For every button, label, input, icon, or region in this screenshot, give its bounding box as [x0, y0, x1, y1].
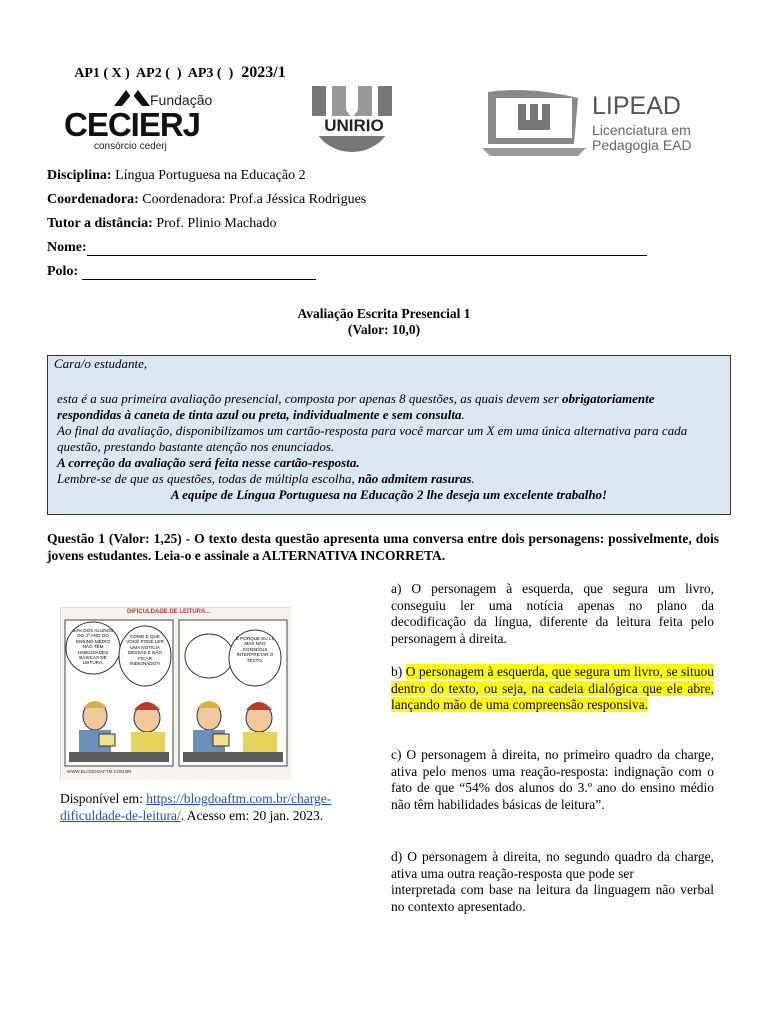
polo-label: Polo: — [47, 264, 79, 279]
alternative-b-highlighted-text: O personagem à esquerda, que segura um livro, se situou dentro do texto, ou seja, na cadeia dialógica que ele abre, lançando mão de uma compreensão responsiva. — [391, 664, 714, 712]
alternative-b — [391, 664, 714, 714]
title-line2: (Valor: 10,0) — [347, 322, 421, 337]
lipead-logo — [478, 88, 718, 158]
alternative-b-prefix: b) — [391, 664, 406, 679]
cartoon-bubble-2: COMO É QUE VOCÊ PODE LER UMA NOTÍCIA DESSAS E NÃO FICAR INDIGNADO?! — [126, 634, 164, 667]
nome-field — [47, 240, 647, 256]
nome-blank-line[interactable] — [87, 242, 647, 256]
caption-suffix: . Acesso em: 20 jan. 2023. — [180, 808, 324, 823]
coordenadora-label: Coordenadora: — [47, 192, 139, 207]
instructions-p2: Ao final da avaliação, disponibilizamos um cartão-resposta para você marcar um X em uma única alternativa para cada questão, prestando bastante atenção nos enunciados. — [57, 423, 688, 454]
p1-bold: obrigatoriamente respondidas à caneta de tinta azul ou preta, individualmente e sem consulta — [57, 391, 655, 422]
p4-start: Lembre-se de que as questões, todas de múltipla escolha, — [57, 471, 358, 486]
cecierj-consorcio-text: consórcio cederj — [94, 141, 167, 152]
coordenadora-value: Coordenadora: Prof.a Jéssica Rodrigues — [138, 192, 367, 207]
disciplina-value: Língua Portuguesa na Educação 2 — [111, 168, 306, 183]
alternative-d-line2: interpretada com base na leitura da linguagem não verbal no contexto apresentado. — [391, 882, 714, 914]
cartoon-bubble-3: É PORQUE EU LI, MAS NÃO CONSEGUI INTERPRETAR O TEXTO. — [235, 636, 275, 663]
cartoon-title: DIFICULDADE DE LEITURA... — [127, 609, 211, 615]
cartoon-credit: WWW.BLOGDOAFTM.COM.BR — [67, 769, 132, 774]
cecierj-name-text: CECIERJ — [64, 106, 201, 143]
instructions-closing: A equipe de Língua Portuguesa na Educação 2 lhe deseja um excelente trabalho! — [170, 487, 608, 502]
alternative-d — [391, 849, 714, 915]
exam-header — [68, 48, 286, 82]
exam-options: AP1 ( X ) AP2 ( ) AP3 ( ) — [74, 66, 234, 81]
alternative-d-line1: d) O personagem à direita, no segundo quadro da charge, ativa uma outra reação-resposta que pode ser — [391, 849, 714, 881]
p4-end: . — [471, 471, 475, 486]
instructions-p1 — [57, 391, 721, 423]
lipead-line1: Licenciatura em — [592, 122, 691, 138]
alternative-c: c) O personagem à direita, no primeiro quadro da charge, ativa pelo menos uma reação-resposta: indignação com o fato de que “54% dos alunos do 3.º ano do ensino médio não têm habilidades básicas de leitura”. — [391, 747, 714, 812]
unirio-logo — [308, 82, 396, 156]
tutor-value: Prof. Plinio Machado — [152, 216, 277, 231]
cartoon-image — [60, 607, 290, 779]
polo-field — [47, 264, 316, 280]
disciplina-field — [47, 168, 306, 184]
cartoon-bubble-1: 54% DOS ALUNOS DO 3º ANO DO ENSINO MÉDIO NÃO TÊM HABILIDADES BÁSICAS DE LEITURA. — [72, 628, 114, 666]
caption-prefix: Disponível em: — [60, 791, 147, 806]
p3-bold: A correção da avaliação será feita nesse cartão-resposta. — [57, 455, 360, 470]
unirio-text: UNIRIO — [324, 116, 384, 135]
p4-bold: não admitem rasuras — [358, 471, 472, 486]
cecierj-mark-icon — [112, 88, 152, 108]
cecierj-fundacao-text: Fundação — [150, 92, 213, 108]
lipead-computer-icon — [478, 88, 590, 158]
nome-label: Nome: — [47, 240, 87, 255]
tutor-label: Tutor a distância: — [47, 216, 153, 231]
alternative-a: a) O personagem à esquerda, que segura um livro, conseguiu ler uma notícia apenas no plano da decodificação da língua, diferente da leitura feita pelo personagem à direita. — [391, 581, 714, 646]
tutor-field — [47, 216, 276, 232]
exam-year: 2023/1 — [241, 64, 286, 81]
instructions-p3 — [57, 455, 721, 471]
lipead-subtitle — [592, 123, 692, 153]
instructions-box — [47, 355, 731, 515]
cecierj-logo — [64, 88, 214, 156]
p1-start: esta é a sua primeira avaliação presencial, composta por apenas 8 questões, as quais devem ser — [57, 391, 563, 406]
polo-blank-line[interactable] — [82, 266, 316, 280]
cartoon-source-caption — [60, 790, 380, 824]
title-line1: Avaliação Escrita Presencial 1 — [297, 306, 471, 321]
instructions-spacer — [57, 372, 721, 391]
instructions-greeting: Cara/o estudante, — [54, 356, 148, 371]
question-1-statement: Questão 1 (Valor: 1,25) - O texto desta questão apresenta uma conversa entre dois personagens: possivelmente, dois jovens estudantes. Leia-o e assinale a ALTERNATIVA INCORRETA. — [47, 531, 719, 563]
p1-end: . — [461, 407, 465, 422]
lipead-line2: Pedagogia EAD — [592, 137, 692, 153]
evaluation-title — [0, 306, 768, 338]
disciplina-label: Disciplina: — [47, 168, 112, 183]
source-link[interactable]: https://blogdoaftm.com.br/charge-dificuldade-de-leitura/ — [60, 791, 332, 823]
instructions-p4 — [57, 471, 721, 487]
lipead-name-text: LIPEAD — [592, 92, 681, 120]
coordenadora-field — [47, 192, 366, 208]
